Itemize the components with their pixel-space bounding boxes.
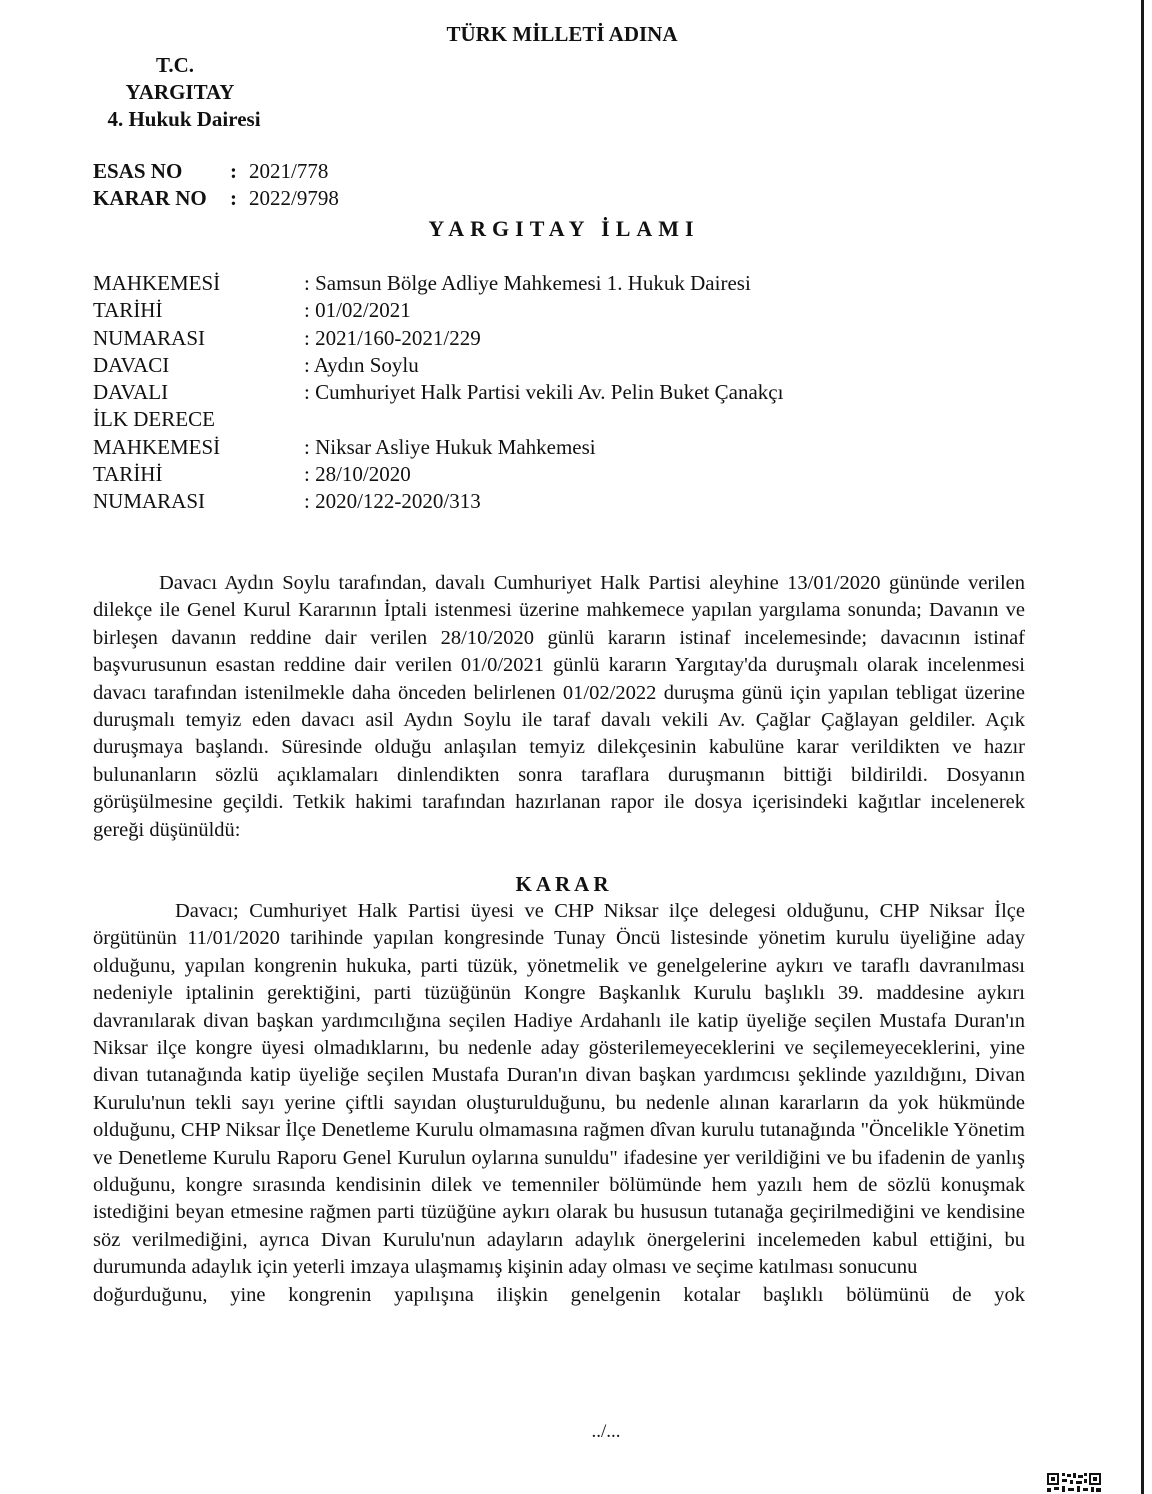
esas-no-row bbox=[93, 158, 339, 185]
meta-label: MAHKEMESİ bbox=[93, 271, 221, 295]
karar-no-value: 2022/9798 bbox=[249, 186, 339, 210]
esas-no-colon: : bbox=[230, 159, 237, 183]
meta-label: DAVACI bbox=[93, 352, 170, 377]
karar-heading: KARAR bbox=[515, 872, 613, 896]
meta-row bbox=[93, 297, 783, 324]
qr-code-icon bbox=[1046, 1472, 1102, 1494]
meta-value: : Samsun Bölge Adliye Mahkemesi 1. Hukuk Dairesi bbox=[304, 271, 751, 295]
esas-no-value: 2021/778 bbox=[249, 159, 329, 183]
document-title: YARGITAY İLAMI bbox=[428, 216, 700, 241]
tc-label: T.C. bbox=[155, 53, 195, 77]
karar-no-row bbox=[93, 185, 339, 212]
case-numbers bbox=[93, 158, 339, 212]
meta-row bbox=[93, 270, 783, 297]
meta-row bbox=[93, 434, 783, 461]
karar-last-line: doğurduğunu, yine kongrenin yapılışına ilişkin genelgenin kotalar başlıklı bölümünü de yok bbox=[93, 1283, 1025, 1306]
case-metadata bbox=[93, 270, 783, 516]
meta-value: : Cumhuriyet Halk Partisi vekili Av. Pelin Buket Çanakçı bbox=[304, 380, 784, 405]
meta-label: MAHKEMESİ bbox=[93, 434, 221, 459]
meta-label: TARİHİ bbox=[93, 462, 163, 487]
esas-no-label: ESAS NO bbox=[93, 159, 183, 183]
meta-row bbox=[93, 352, 783, 379]
karar-section bbox=[93, 898, 1025, 1309]
meta-label: NUMARASI bbox=[93, 325, 206, 350]
karar-no-colon: : bbox=[230, 186, 237, 210]
meta-label: DAVALI bbox=[93, 380, 169, 405]
page-continuation-mark: ../... bbox=[591, 1421, 621, 1442]
meta-label: TARİHİ bbox=[93, 298, 163, 323]
meta-label: İLK DERECE bbox=[93, 407, 215, 432]
meta-row bbox=[93, 406, 783, 433]
meta-value: : Niksar Asliye Hukuk Mahkemesi bbox=[304, 434, 596, 459]
court-name: YARGITAY bbox=[125, 80, 235, 104]
meta-value: : 01/02/2021 bbox=[304, 298, 411, 323]
chamber-name: 4. Hukuk Dairesi bbox=[107, 107, 261, 131]
page-edge-shadow bbox=[1141, 0, 1144, 1494]
meta-row bbox=[93, 461, 783, 488]
meta-value: : 2021/160-2021/229 bbox=[304, 325, 481, 350]
meta-row bbox=[93, 379, 783, 406]
intro-paragraph: Davacı Aydın Soylu tarafından, davalı Cumhuriyet Halk Partisi aleyhine 13/01/2020 gününde verilen dilekçe ile Genel Kurul Kararının İptali istenmesi üzerine mahkemece yapılan yargılama sonunda; Davanın ve birleşen davanın reddine dair verilen 28/10/2020 günlü kararın istinaf incelemesinde; davacının istinaf başvurusunun esastan reddine dair verilen 01/0/2021 günlü kararın Yargıtay'da duruşmalı olarak incelenmesi davacı tarafından istenilmekle daha önceden belirlenen 01/02/2022 duruşma günü için yapılan tebligat üzerine duruşmalı temyiz eden davacı asil Aydın Soylu ile taraf davalı vekili Av. Çağlar Çağlayan geldiler. Açık duruşmaya başlandı. Süresinde olduğu anlaşılan temyiz dilekçesinin kabulüne karar verildikten ve hazır bulunanların sözlü açıklamaları dinlendikten sonra taraflara duruşmanın bittiği bildirildi. Dosyanın görüşülmesine geçildi. Tetkik hakimi tarafından hazırlanan rapor ile dosya içerisindeki kağıtlar incelenerek gereği düşünüldü: bbox=[93, 572, 1025, 841]
meta-label: NUMARASI bbox=[93, 489, 206, 514]
karar-paragraph: Davacı; Cumhuriyet Halk Partisi üyesi ve CHP Niksar ilçe delegesi olduğunu, CHP Niksar İlçe örgütünün 11/01/2020 tarihinde yapılan kongresinde Tunay Öncü listesinde yönetim kurulu üyeliğine aday olduğunu, yapılan kongrenin hukuka, parti tüzük, yönetmelik ve genelgelerine aykırı ve taraflı davranılması nedeniyle iptalinin gerektiğini, parti tüzüğünün Kongre Başkanlık Kurulu başlıklı 39. maddesine aykırı davranılarak divan başkan yardımcılığına seçilen Hadiye Ardahanlı ile katip üyeliğe seçilen Mustafa Duran'ın Niksar ilçe kongre üyesi olmadıklarını, bu nedenle aday gösterilemeyeceklerini ve seçilemeyeceklerini, yine divan tutanağında katip üyeliğe seçilen Mustafa Duran'ın divan başkan yardımcısı şeklinde yazıldığını, Divan Kurulu'nun tekli sayı yerine çiftli sayıdan oluşturulduğunu, bu nedenle alınan kararların da yok hükmünde olduğunu, CHP Niksar İlçe Denetleme Kurulu olmamasına rağmen dîvan kurulu tutanağında "Öncelikle Yönetim ve Denetleme Kurulu Raporu Genel Kurulun oylarına sunuldu" ifadesine yer verildiğini ve bu ifadenin de yanlış olduğunu, kongre sırasında kendisinin dilek ve temenniler bölümünde hem yazılı hem de sözlü konuşmak istediğini beyan etmesine rağmen parti tüzüğüne aykırı olarak bu hususun tutanağa geçirilmediğini ve kendisine söz verilmediğini, ayrıca Divan Kurulu'nun adayların adaylık önergelerini incelemeden kabul ettiğini, bu durumunda adaylık için yeterli imzaya ulaşmamış kişinin aday olması ve seçime katılması sonucunu bbox=[93, 900, 1025, 1279]
meta-value: : Aydın Soylu bbox=[304, 352, 419, 377]
meta-row bbox=[93, 325, 783, 352]
karar-no-label: KARAR NO bbox=[93, 186, 207, 210]
national-heading: TÜRK MİLLETİ ADINA bbox=[446, 22, 678, 46]
intro-section bbox=[93, 570, 1025, 844]
meta-row bbox=[93, 488, 783, 515]
meta-value: : 2020/122-2020/313 bbox=[304, 489, 481, 514]
meta-value: : 28/10/2020 bbox=[304, 462, 411, 487]
